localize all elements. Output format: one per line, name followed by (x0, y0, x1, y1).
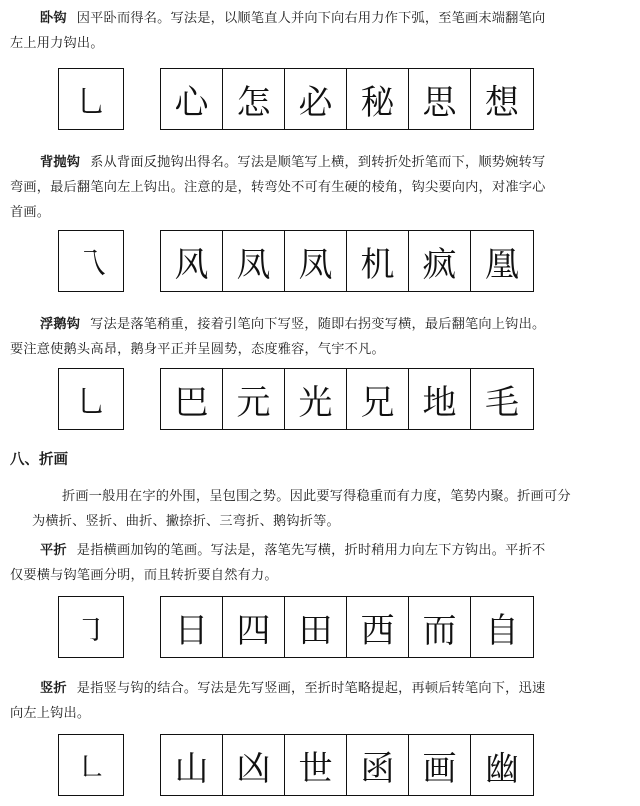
term-shuzhe: 竖折 (40, 681, 67, 696)
stroke-box-beipaogou (58, 230, 124, 292)
char-cell: 疯 (409, 231, 471, 291)
char-cell: 幽 (485, 748, 519, 789)
stroke-box-fuegou (58, 368, 124, 430)
paragraph-wogou (10, 6, 630, 56)
char-cell: 秘 (347, 69, 409, 129)
term-beipaogou: 背抛钩 (40, 155, 81, 170)
fuegou-text: 写法是落笔稍重，接着引笔向下写竖，随即右拐变写横，最后翻笔向上钩出。 (90, 317, 546, 332)
char-cell: 地 (409, 369, 471, 429)
stroke-glyph: ㇗ (76, 751, 106, 786)
zhehua-intro-cont: 为横折、竖折、曲折、撇捺折、三弯折、鹅钩折等。 (32, 514, 340, 529)
char-cell: 机 (347, 231, 409, 291)
fuegou-text-cont: 要注意使鹅头高昂，鹅身平正并呈圆势，态度雅容，气宇不凡。 (10, 342, 385, 357)
char-cell: 世 (285, 735, 347, 795)
stroke-glyph: 乁 (76, 247, 106, 282)
char-cell: 凤 (223, 231, 285, 291)
stroke-glyph: ㇆ (76, 613, 106, 648)
stroke-box-shuzhe (58, 734, 124, 796)
char-cell: 西 (347, 597, 409, 657)
char-cell: 凶 (223, 735, 285, 795)
stroke-box-pingzhe (58, 596, 124, 658)
char-row-shuzhe (160, 734, 534, 796)
char-cell: 自 (485, 610, 519, 651)
term-fuegou: 浮鹅钩 (40, 317, 81, 332)
paragraph-zhehua-intro (32, 484, 630, 534)
shuzhe-text: 是指竖与钩的结合。写法是先写竖画，至折时笔略提起，再顿后转笔向下，迅速 (76, 681, 546, 696)
stroke-glyph: 乚 (76, 85, 106, 120)
char-row-pingzhe (160, 596, 534, 658)
zhehua-intro-text: 折画一般用在字的外围，呈包围之势。因此要写得稳重而有力度，笔势内聚。折画可分 (62, 489, 571, 504)
paragraph-pingzhe (10, 538, 630, 588)
stroke-glyph: 乚 (76, 385, 106, 420)
wogou-text-cont: 左上用力钩出。 (10, 36, 104, 51)
char-cell: 风 (161, 231, 223, 291)
char-cell: 光 (285, 369, 347, 429)
char-cell: 巴 (161, 369, 223, 429)
wogou-text: 因平卧而得名。写法是，以顺笔直人并向下向右用力作下弧，至笔画末端翻笔向 (76, 11, 546, 26)
pingzhe-text: 是指横画加钩的笔画。写法是，落笔先写横，折时稍用力向左下方钩出。平折不 (76, 543, 546, 558)
stroke-box-wogou (58, 68, 124, 130)
char-row-beipaogou (160, 230, 534, 292)
paragraph-shuzhe (10, 676, 630, 726)
char-cell: 函 (347, 735, 409, 795)
char-cell: 想 (485, 82, 519, 123)
char-cell: 日 (161, 597, 223, 657)
beipaogou-text-cont2: 首画。 (10, 205, 51, 220)
beipaogou-text: 系从背面反抛钩出得名。写法是顺笔写上横，到转折处折笔而下，顺势婉转写 (90, 155, 546, 170)
shuzhe-text-cont: 向左上钩出。 (10, 706, 91, 721)
paragraph-beipaogou (10, 150, 630, 225)
pingzhe-text-cont: 仅要横与钩笔画分明，而且转折要自然有力。 (10, 568, 278, 583)
char-cell: 画 (409, 735, 471, 795)
char-cell: 凰 (485, 244, 519, 285)
term-pingzhe: 平折 (40, 543, 67, 558)
term-wogou: 卧钩 (40, 11, 67, 26)
char-cell: 思 (409, 69, 471, 129)
char-row-wogou (160, 68, 534, 130)
char-cell: 元 (223, 369, 285, 429)
paragraph-fuegou (10, 312, 630, 362)
section-heading-zhehua: 八、折画 (10, 451, 68, 468)
char-cell: 田 (285, 597, 347, 657)
char-cell: 四 (223, 597, 285, 657)
char-cell: 心 (161, 69, 223, 129)
beipaogou-text-cont: 弯画，最后翻笔向左上钩出。注意的是，转弯处不可有生硬的棱角，钩尖要向内，对准字心 (10, 180, 546, 195)
char-row-fuegou (160, 368, 534, 430)
char-cell: 凤 (285, 231, 347, 291)
char-cell: 兄 (347, 369, 409, 429)
char-cell: 毛 (485, 382, 519, 423)
char-cell: 必 (285, 69, 347, 129)
char-cell: 山 (161, 735, 223, 795)
char-cell: 怎 (223, 69, 285, 129)
char-cell: 而 (409, 597, 471, 657)
